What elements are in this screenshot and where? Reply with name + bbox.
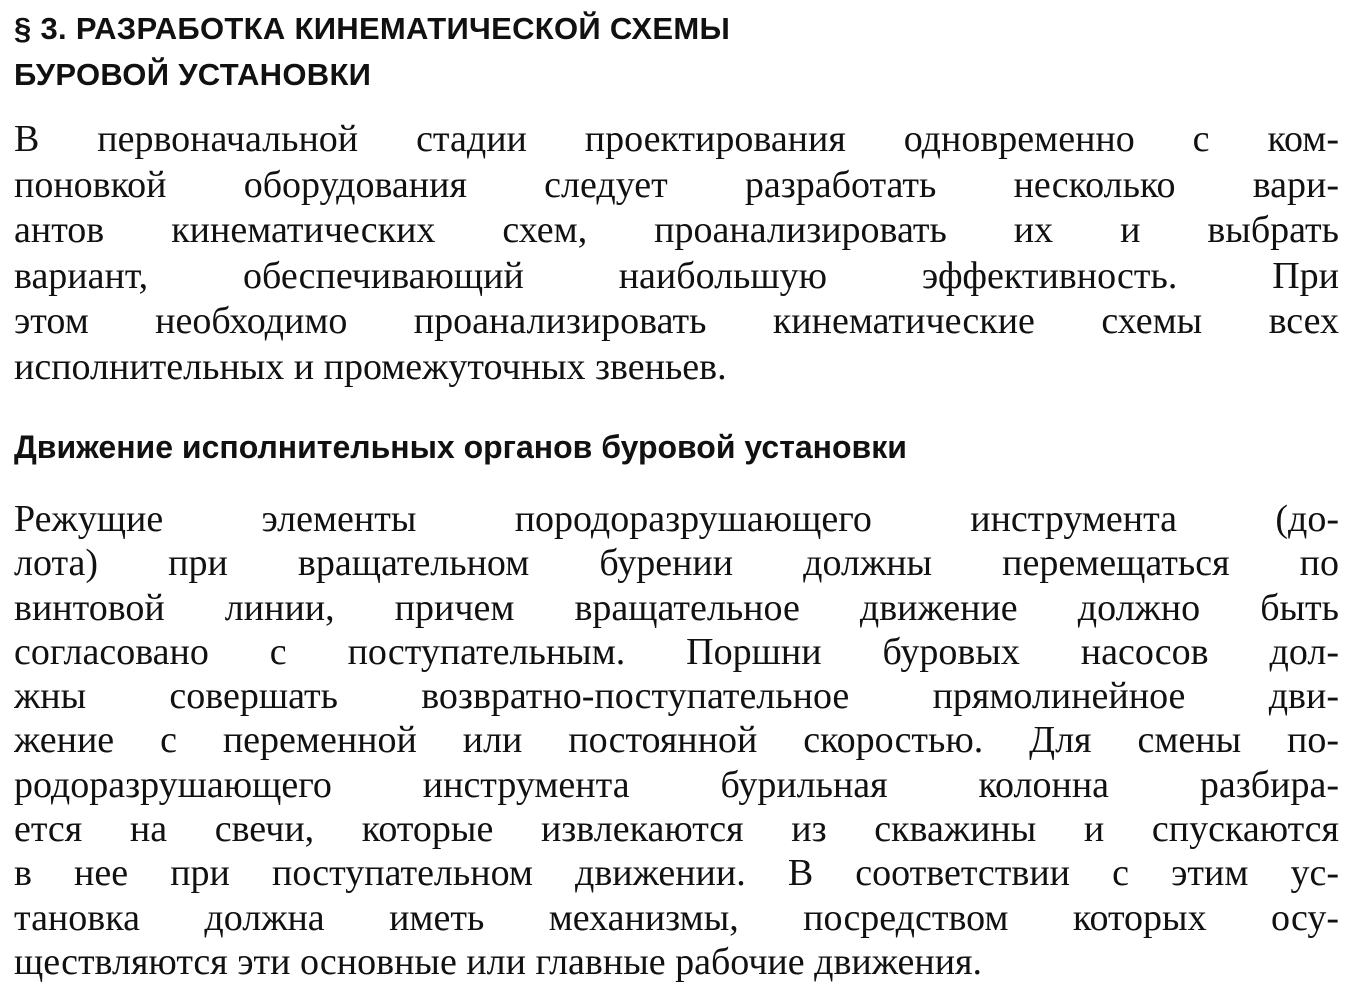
paragraph-line: исполнительных и промежуточных звеньев.	[14, 345, 727, 388]
paragraph-line: антов кинематических схем, проанализировать их и выбрать	[14, 209, 1339, 251]
paragraph-line: винтовой линии, причем вращательное движение должно быть	[14, 586, 1339, 629]
paragraph-line: жение с переменной или постоянной скоростью. Для смены по-	[14, 719, 1339, 762]
paragraph-line: В первоначальной стадии проектирования одновременно с ком-	[14, 118, 1339, 160]
paragraph-line: ется на свечи, которые извлекаются из скважины и спускаются	[14, 808, 1339, 851]
paragraph-line: поновкой оборудования следует разработать несколько вари-	[14, 163, 1339, 206]
paragraph-line: согласовано с поступательным. Поршни буровых насосов дол-	[14, 630, 1339, 673]
section-heading	[14, 6, 730, 98]
paragraph-line: ществляются эти основные или главные рабочие движения.	[14, 940, 983, 983]
paragraph-motion	[14, 497, 1339, 984]
paragraph-intro	[14, 117, 1339, 390]
paragraph-line: лота) при вращательном бурении должны перемещаться по	[14, 542, 1339, 585]
paragraph-line: вариант, обеспечивающий наибольшую эффективность. При	[14, 254, 1339, 297]
paragraph-line: родоразрушающего инструмента бурильная колонна разбира-	[14, 763, 1339, 806]
section-heading-line-1: § 3. РАЗРАБОТКА КИНЕМАТИЧЕСКОЙ СХЕМЫ	[14, 11, 731, 46]
paragraph-line: в нее при поступательном движении. В соответствии с этим ус-	[14, 852, 1339, 895]
subsection-heading: Движение исполнительных органов буровой установки	[14, 429, 907, 465]
paragraph-line: этом необходимо проанализировать кинематические схемы всех	[14, 300, 1339, 342]
section-heading-line-2: БУРОВОЙ УСТАНОВКИ	[14, 57, 372, 92]
paragraph-line: Режущие элементы породоразрушающего инструмента (до-	[14, 498, 1339, 540]
paragraph-line: жны совершать возвратно-поступательное прямолинейное дви-	[14, 675, 1339, 718]
paragraph-line: тановка должна иметь механизмы, посредством которых осу-	[14, 896, 1339, 939]
